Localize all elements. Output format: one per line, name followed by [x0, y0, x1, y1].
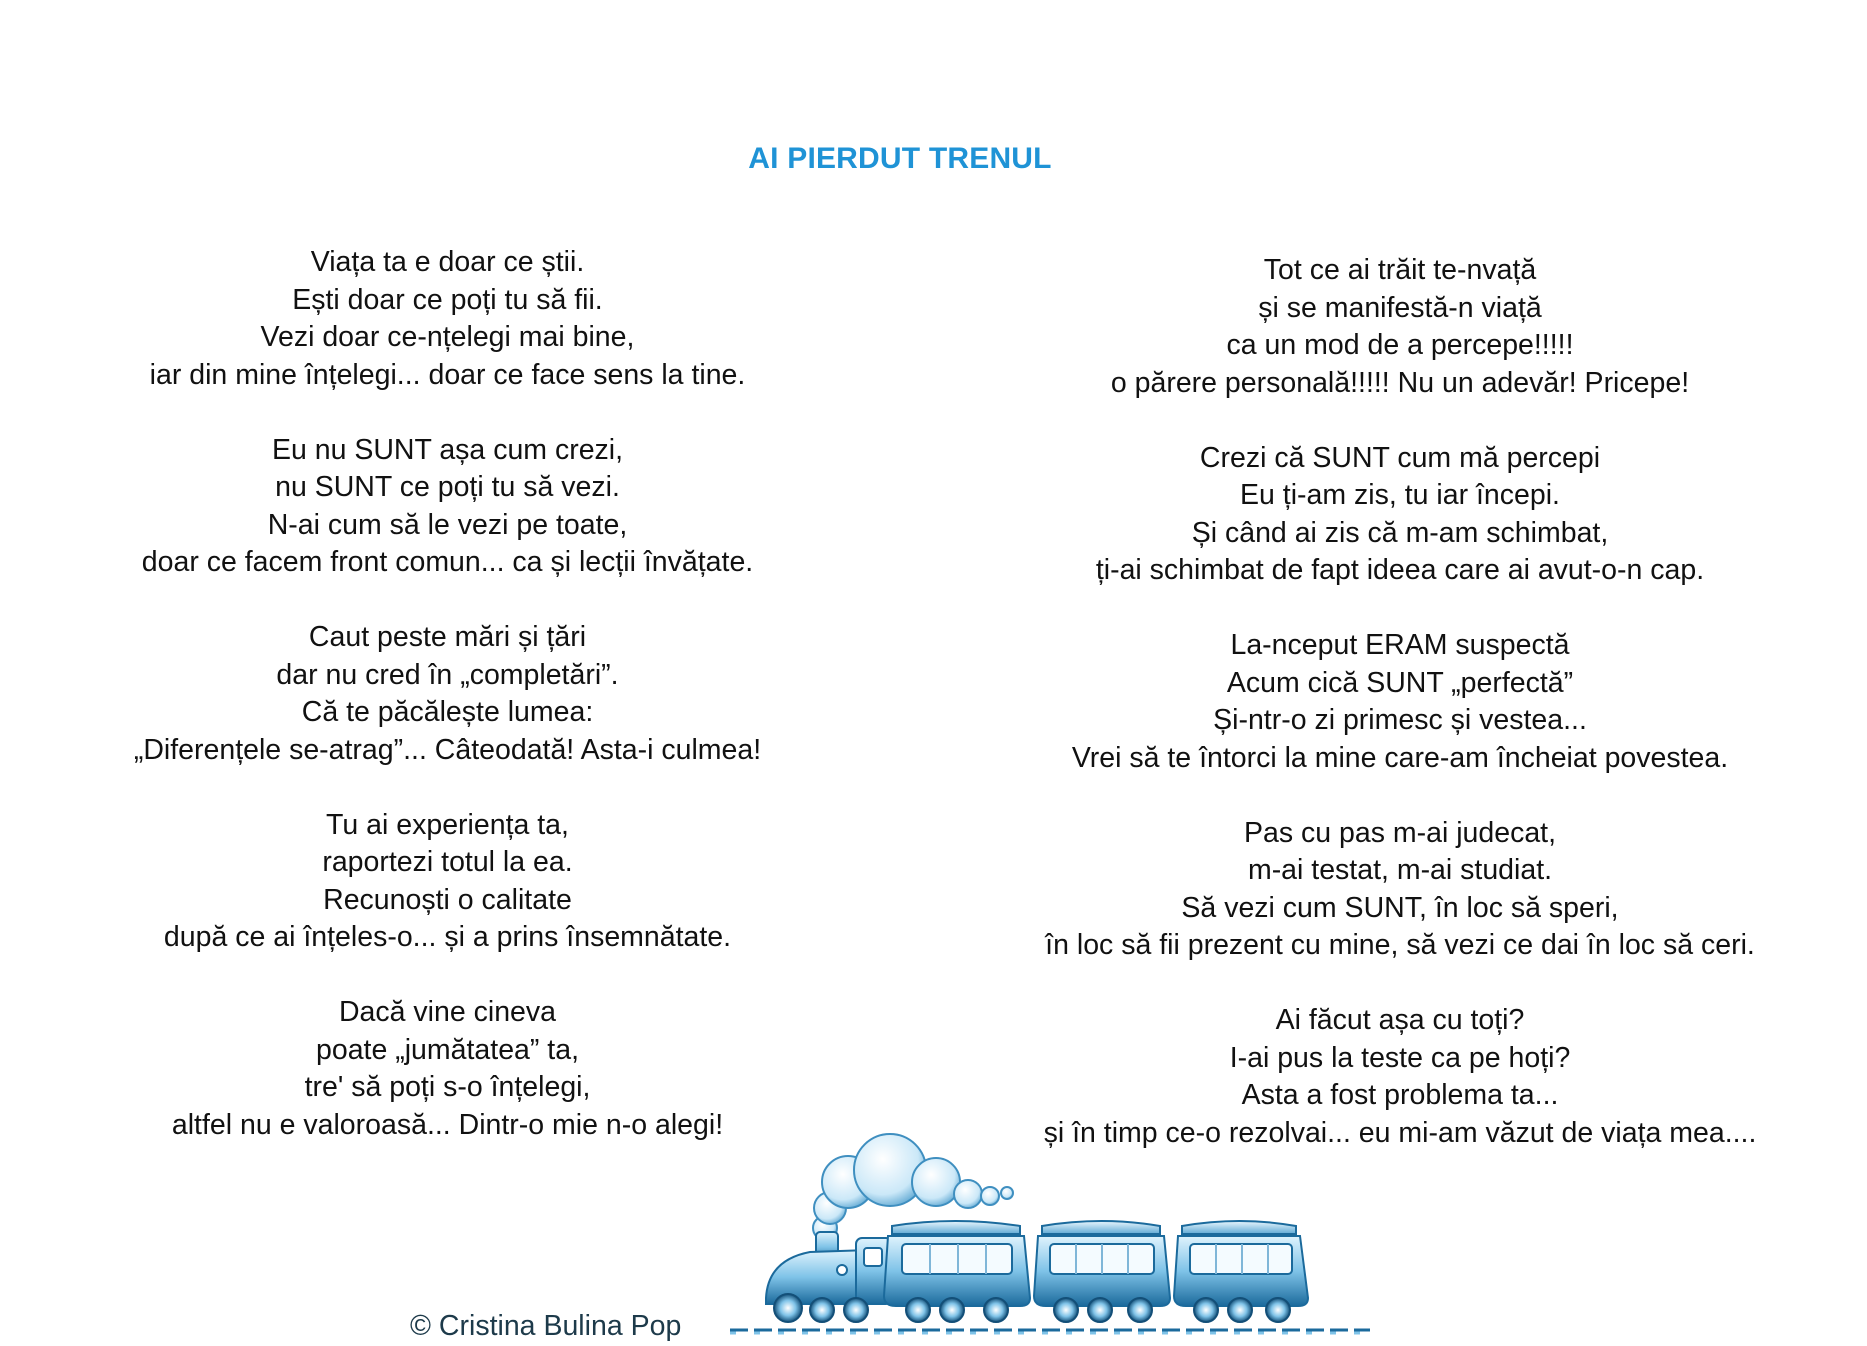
poem-line: Tot ce ai trăit te-nvață: [1263, 254, 1537, 286]
poem-line: Crezi că SUNT cum mă percepi: [1199, 441, 1601, 474]
poem-line: Vrei să te întorci la mine care-am încheiat povestea.: [1071, 741, 1729, 774]
poem-line: poate „jumătatea” ta,: [316, 1033, 579, 1066]
poem-line: I-ai pus la teste ca pe hoți?: [1229, 1041, 1571, 1074]
poem-line: Ai făcut așa cu toți?: [1275, 1004, 1525, 1036]
poem-right-column: [960, 252, 1840, 1190]
poem-title: AI PIERDUT TRENUL: [748, 142, 1052, 175]
poem-line: tre' să poți s-o înțelegi,: [304, 1071, 591, 1103]
poem-line: „Diferențele se-atrag”... Câteodată! Asta-i culmea!: [133, 733, 762, 766]
poem-line: Și când ai zis că m-am schimbat,: [1191, 516, 1609, 549]
poem-line: m-ai testat, m-ai studiat.: [1247, 854, 1553, 886]
poem-line: Și-ntr-o zi primesc și vestea...: [1213, 704, 1587, 736]
stanza: [40, 807, 855, 957]
poem-line: Dacă vine cineva: [338, 996, 557, 1028]
poem-line: Pas cu pas m-ai judecat,: [1243, 816, 1557, 849]
poem-line: ți-ai schimbat de fapt ideea care ai avut-o-n cap.: [1095, 554, 1705, 586]
poem-line: Să vezi cum SUNT, în loc să speri,: [1181, 891, 1619, 924]
poem-line: și în timp ce-o rezolvai... eu mi-am văzut de viața mea....: [1043, 1116, 1757, 1149]
poem-line: Eu ți-am zis, tu iar începi.: [1240, 479, 1560, 511]
poem-line: iar din mine înțelegi... doar ce face sens la tine.: [149, 358, 746, 391]
carriage: [884, 1221, 1030, 1306]
stanza: [960, 440, 1840, 590]
poem-line: Recunoști o calitate: [323, 883, 572, 916]
poem-line: o părere personală!!!!! Nu un adevăr! Pricepe!: [1110, 366, 1690, 399]
carriage: [1034, 1221, 1170, 1306]
poem-line: Caut peste mări și țări: [308, 621, 587, 653]
poem-line: La-nceput ERAM suspectă: [1230, 629, 1570, 661]
poem-line: nu SUNT ce poți tu să vezi.: [275, 471, 620, 503]
poem-line: ca un mod de a percepe!!!!!: [1226, 329, 1574, 361]
stanza: [960, 252, 1840, 402]
poem-line: altfel nu e valoroasă... Dintr-o mie n-o alegi!: [171, 1108, 724, 1141]
poem-line: și se manifestă-n viață: [1258, 291, 1542, 324]
poem-line: Tu ai experiența ta,: [326, 808, 569, 841]
locomotive: [766, 1232, 892, 1304]
poem-line: Vezi doar ce-nțelegi mai bine,: [260, 321, 635, 353]
carriage: [1174, 1221, 1308, 1306]
poem-line: Că te păcălește lumea:: [301, 696, 594, 728]
steam-train-illustration-icon: [730, 1120, 1370, 1346]
copyright-text: © Cristina Bulina Pop: [410, 1310, 682, 1342]
poem-line: dar nu cred în „completări”.: [276, 658, 619, 691]
poem-left-column: [40, 244, 855, 1182]
poem-line: N-ai cum să le vezi pe toate,: [267, 508, 628, 541]
poem-line: după ce ai înțeles-o... și a prins însemnătate.: [163, 921, 732, 953]
railway-track: [730, 1330, 1370, 1333]
poem-line: Viața ta e doar ce știi.: [310, 246, 585, 278]
poem-line: Eu nu SUNT așa cum crezi,: [271, 433, 624, 466]
stanza: [40, 244, 855, 394]
poem-line: în loc să fii prezent cu mine, să vezi ce dai în loc să ceri.: [1045, 929, 1755, 961]
poem-line: Ești doar ce poți tu să fii.: [292, 283, 603, 316]
poem-line: Asta a fost problema ta...: [1241, 1079, 1559, 1111]
poem-line: Acum cică SUNT „perfectă”: [1226, 666, 1574, 699]
stanza: [960, 627, 1840, 777]
stanza: [40, 619, 855, 769]
poem-line: doar ce facem front comun... ca și lecții învățate.: [141, 546, 754, 578]
stanza: [40, 432, 855, 582]
stanza: [960, 815, 1840, 965]
poem-line: raportezi totul la ea.: [322, 846, 573, 878]
